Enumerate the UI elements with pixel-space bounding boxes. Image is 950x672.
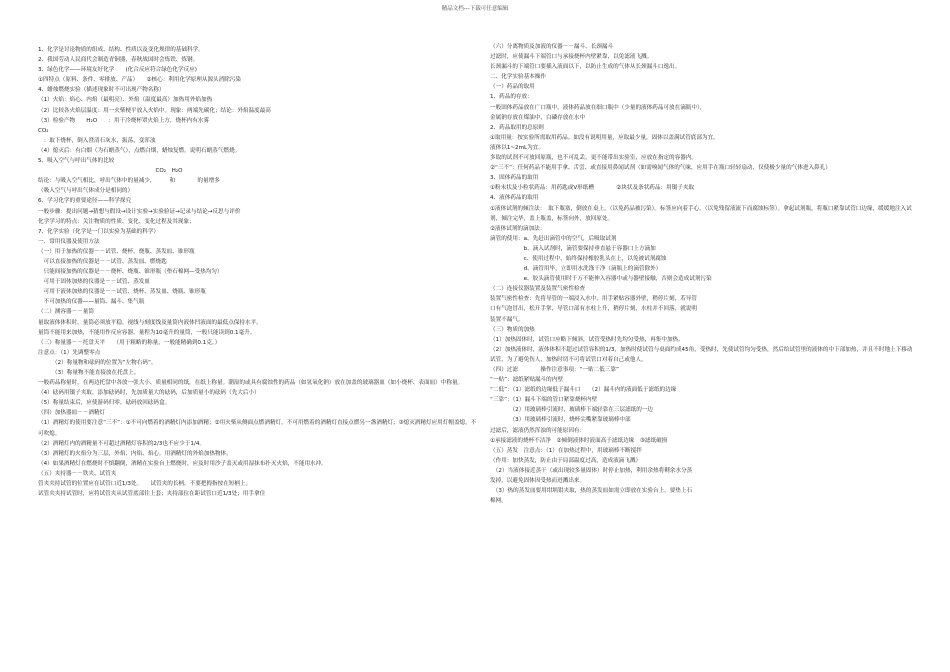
right-text-line: 液体以1~2mL为宜。 xyxy=(490,144,544,151)
right-text-line: （四）过滤 操作注意事项：“一贴二低三靠” xyxy=(490,367,619,373)
right-text-line: 1、药品的存放： xyxy=(490,94,533,101)
left-text-line: 可用于液体加热的仪器是－－试管、烧杯、蒸发皿、烧瓶、锥形瓶 xyxy=(38,289,206,296)
left-text-line: （4）如果酒精灯在燃烧时不慎翻倒，酒精在实验台上燃烧时，应及时用沙子盖灭或用湿抹布扑灭火焰，不能用水冲。 xyxy=(38,460,327,467)
left-column xyxy=(38,45,478,499)
right-text-line: “二低”：（1）滤纸的边缘低于漏斗口 （2）漏斗内的液面低于滤纸的边缘 xyxy=(490,387,677,394)
left-text-line: 不可加热的仪器——量筒、漏斗、集气瓶 xyxy=(38,299,145,306)
right-text-line: （作用：加快蒸发，防止由于局部温度过高，造成液滴飞溅） xyxy=(490,457,642,464)
left-text-line: 注意点：（1）先调整零点 xyxy=(38,349,101,356)
right-column xyxy=(490,42,915,506)
left-text-line: （3）酒精灯的火焰分为三层，外焰、内焰、焰心。用酒精灯的外焰加热物体。 xyxy=(38,450,232,457)
left-text-line: （一）用于加热的仪器－－试管、烧杯、烧瓶、蒸发皿、锥形瓶 xyxy=(38,248,195,255)
left-text-line: 量筒不能用来加热，不能用作反应容器。量程为10毫升的量筒，一般只能读到0.1毫升。 xyxy=(38,329,256,336)
right-text-line: ②液体试剂的滴加法： xyxy=(490,225,546,232)
left-text-line: （四）加热器皿－－酒精灯 xyxy=(38,410,106,417)
right-text-line: c、使用过程中，始终保持橡胶乳头在上，以免被试剂腐蚀 xyxy=(490,255,667,262)
right-text-line: b、滴入试剂时，滴管要保持垂直悬于容器口上方滴加 xyxy=(490,245,656,252)
right-text-line: 4、液体药品的取用 xyxy=(490,195,539,202)
left-text-line: （2）酒精灯内的酒精量不可超过酒精灯容积的2/3也不应少于1/4。 xyxy=(38,440,206,447)
left-text-line: 2、我国劳动人民商代会制造青铜器，春秋战国时会炼铁、炼钢。 xyxy=(38,57,199,64)
left-text-line: （3）称量物不能直接放在托盘上。 xyxy=(38,370,140,376)
left-text-line: （4）熄灭后：有白烟（为石蜡蒸气），点燃白烟，蜡烛复燃。说明石蜡蒸气燃烧。 xyxy=(38,147,241,154)
left-text-line: （1）酒精灯的使用要注意“三不”：①不可向燃着的酒精灯内添加酒精；②用火柴从侧面点燃酒精灯，不可用燃着的酒精灯直接点燃另一盏酒精灯；③熄灭酒精灯应用灯帽盖熄，不可吹熄。 xyxy=(38,420,477,437)
right-text-line: ①承接滤液的烧杯不洁净 ②倾倒液体时液面高于滤纸边缘 ③滤纸破损 xyxy=(490,437,668,444)
left-text-line: ①四特点（原料、条件、零排放、产品） ②核心：利用化学原理从源头消除污染 xyxy=(38,77,242,84)
right-text-line: 滴管的使用：a、先赶出滴管中的空气，后吸取试剂 xyxy=(490,235,617,242)
left-text-line: 4、蜡烛燃烧实验（描述现象时不可出现产物名称） xyxy=(38,87,165,94)
right-text-line: ①取用量：按实验所需取用药品。如没有说明用量，应取最少量，固体以盖满试管底部为宜， xyxy=(490,134,719,141)
left-text-line: （二）测容器－－量筒 xyxy=(38,309,94,316)
right-text-line: （一）药品的取用 xyxy=(490,84,535,91)
right-text-line: “三靠”：（1）漏斗下端的管口紧靠烧杯内壁 xyxy=(490,397,598,404)
left-text-line: CO₂ H₂O xyxy=(38,168,183,175)
right-text-line: 多取的试剂不可放回原瓶，也不可乱丢，更不能带出实验室，应放在指定的容器内。 xyxy=(490,155,697,162)
right-text-line: （二）连接仪器装置及装置气密性检查 xyxy=(490,286,586,293)
right-text-line: （2）用玻璃棒引流时，玻璃棒下端轻靠在三层滤纸的一边 xyxy=(490,407,653,414)
left-text-line: （三）称量器－－托盘天平 （用于粗略的称量，一般能精确到0.1克。） xyxy=(38,339,221,346)
left-text-line: （4）砝码用镊子夹取。添加砝码时，先加质量大的砝码，后加质量小的砝码（先大后小） xyxy=(38,390,260,397)
left-text-line: 试管夹夹持试管时，应将试管夹从试管底部往上套；夹持部位在距试管口近1/3处；用手拿住 xyxy=(38,491,266,498)
left-text-line: （2）称量物和砝码的位置为“左物右码”。 xyxy=(38,359,157,366)
right-text-line: 棉网。 xyxy=(490,498,507,505)
left-text-line: 一般步骤：提出问题→猜想与假设→设计实验→实验验证→记录与结论→反思与评价 xyxy=(38,208,241,215)
right-text-line: ①粉末状及小粒状药品：用药匙或V形纸槽 ②块状及条状药品：用镊子夹取 xyxy=(490,185,695,192)
left-text-line: 5、吸入空气与呼出气体的比较 xyxy=(38,158,115,165)
left-text-line: （2）比较各火焰层温度：用一火柴梗平放入火焰中。现象：两端先碳化；结论：外焰温度最高 xyxy=(38,107,271,114)
right-text-line: （三）物质的加热 xyxy=(490,326,535,333)
right-text-line: （3）用玻璃棒引流时，烧杯尖嘴紧靠玻璃棒中部 xyxy=(490,417,631,424)
right-text-line: “一贴”：滤纸紧贴漏斗的内壁 xyxy=(490,377,563,384)
right-text-line: 过滤后，滤液仍然浑浊的可能原因有： xyxy=(490,427,586,434)
right-text-line: 二、化学实验基本操作 xyxy=(490,74,546,81)
left-text-line: （3）检验产物 H₂O ：用干冷烧杯罩火焰上方，烧杯内有水雾 xyxy=(38,117,210,124)
left-text-line: 7、化学实验（化学是一门以实验为基础的科学） xyxy=(38,228,160,235)
left-text-line: 化学学习的特点：关注物质的性质、变化、变化过程及其现象； xyxy=(38,218,195,225)
right-text-line: e、胶头滴管使用时千万不能伸入容器中或与器壁接触，否则会造成试剂污染 xyxy=(490,276,712,283)
right-text-line: 3、固体药品的取用 xyxy=(490,175,539,182)
right-text-line: （1）加热固体时，试管口应略下倾斜，试管受热时先均匀受热，再集中加热。 xyxy=(490,336,684,343)
left-text-line: 一般药品称量时，在两边托盘中各放一张大小、质量相同的纸，在纸上称量。潮湿的或具有腐蚀性的药品（如氢氧化钠）放在加盖的玻璃器皿（如小烧杯、表面皿）中称量。 xyxy=(38,380,464,387)
right-text-line: 装置不漏气。 xyxy=(490,316,524,323)
page-header: 精品文档---下载可任意编辑 xyxy=(441,6,509,12)
left-text-line: （1）火焰：焰心、内焰（最明亮）、外焰（温度最高）加热用外焰加热 xyxy=(38,97,213,104)
right-text-line: 长颈漏斗的下端管口要插入液面以下，以防止生成的气体从长颈漏斗口逸出。 xyxy=(490,64,681,71)
right-text-line: 过滤时，应使漏斗下端管口与承接烧杯内壁紧靠，以免滤液飞溅。 xyxy=(490,54,653,61)
right-text-line: （3）热的蒸发皿要用坩埚钳夹取，热的蒸发皿如需立即放在实验台上，要垫上石 xyxy=(490,488,693,495)
right-text-line: 金属钠存放在煤油中，白磷存放在水中 xyxy=(490,114,586,121)
right-text-line: 一般固体药品放在广口瓶中，液体药品放在细口瓶中（少量的液体药品可放在滴瓶中）， xyxy=(490,104,706,111)
left-text-line: 可以直接加热的仪器是－－试管、蒸发皿、燃烧匙 xyxy=(38,258,167,265)
left-text-line: ：取下烧杯，倒入澄清石灰水，振荡，变浑浊 xyxy=(38,137,156,144)
left-text-line: 量取液体体积时，量筒必须放平稳。视线与刻度线及量筒内液体凹液面的最低点保持水平。 xyxy=(38,319,262,326)
right-text-line: （五）蒸发 注意点：（1）在加热过程中，用玻璃棒不断搅拌 xyxy=(490,447,642,454)
right-text-line: ②“三不”：任何药品不能用手拿、舌尝、或直接用鼻闻试剂（如需嗅闻气体的气味，应用手在瓶口轻轻扇动，仅使极少量的气体进入鼻孔） xyxy=(490,165,831,172)
left-text-line: CO₂ xyxy=(38,127,49,134)
left-text-line: 1、化学是讨论物质的组成、结构、性质以及变化规律的基础科学。 xyxy=(38,47,204,53)
right-text-line: 口有气泡冒出，松开手掌，导管口部有水柱上升，稍停片刻，水柱并不回落，就说明 xyxy=(490,306,697,313)
right-text-line: 装置气密性检查：先将导管的一端浸入水中，用手紧贴容器外壁，稍停片刻，若导管 xyxy=(490,296,697,303)
right-text-line: （2）当液体接近蒸干（或出现较多量固体）时停止加热，利用余热将剩余水分蒸 xyxy=(490,467,693,474)
left-text-line: 只能间接加热的仪器是－－烧杯、烧瓶、锥形瓶（垫石棉网—受热均匀） xyxy=(38,269,223,276)
left-text-line: （吸入空气与呼出气体成分是相同的） xyxy=(38,188,134,195)
left-text-line: 可用于固体加热的仪器是－－试管、蒸发皿 xyxy=(38,279,150,286)
left-text-line: （5）称量结束后，应使游码归零。砝码放回砝码盒。 xyxy=(38,400,171,407)
left-text-line: （五）夹持器－－铁夹、试管夹 xyxy=(38,470,117,477)
right-text-line: d、滴管用毕，立即用水洗涤干净（滴瓶上的滴管除外） xyxy=(490,266,662,273)
left-text-line: 3、绿色化学——环境友好化学 (化合反应符合绿色化学反应) xyxy=(38,67,197,74)
right-text-line: 2、药品取用的总原则 xyxy=(490,124,544,131)
right-text-line: ①液体试剂的倾注法： 取下瓶塞，倒放在桌上，（以免药品被污染）。标签应向着手心，（以免残留液流下而腐蚀标签）。拿起试剂瓶，将瓶口紧靠试管口边缘，缓缓地注入试剂，倾注完毕，盖上瓶盖，标签向外，放回原处。 xyxy=(490,205,912,222)
left-text-line: 一、常用仪器及使用方法 xyxy=(38,238,100,245)
right-text-line: （六）分离物质及加液的仪器－－漏斗、长颈漏斗 xyxy=(490,44,614,50)
left-text-line: 管夹夹持试管的位置应在试管口近1/3处。 试管夹的长柄，不要把拇指按在短柄上。 xyxy=(38,481,252,488)
left-text-line: 6、学习化学的重要途径——科学探究 xyxy=(38,198,132,205)
right-text-line: 发掉，以避免固体因受热而迸溅出来。 xyxy=(490,478,586,485)
right-text-line: （2）加热液体时，液体体积不超过试管容积的1/3，加热时使试管与桌面约成45角，受热时，先使试管均匀受热，然后给试管里的液体的中下部加热，并且不时地上下移动试管，为了避免伤人，加热时切不可将试管口对着自己或他人。 xyxy=(490,346,913,363)
left-text-line: 结论：与吸入空气相比，呼出气体中的量减少， 和 的量增多 xyxy=(38,178,220,185)
